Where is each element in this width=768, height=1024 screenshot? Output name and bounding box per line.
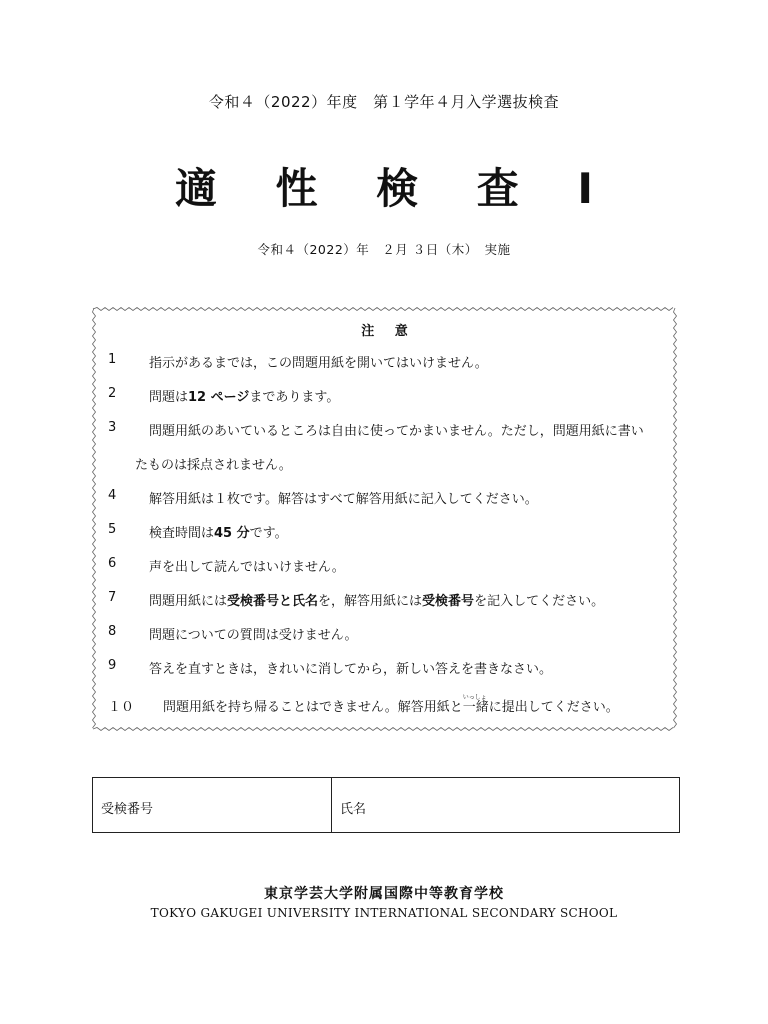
page-title: 適 性 検 査 Ⅰ xyxy=(174,164,616,213)
name-field[interactable] xyxy=(332,778,679,832)
furigana: いっしょ xyxy=(462,694,487,701)
answer-box xyxy=(92,777,680,833)
notice-box: 注 意 1 指示があるまでは，この問題用紙を開いてはいけません。 2 問題は12 ページまであります。 3 問題用紙のあいているところは自由に使ってかまいません。ただし，問題用紙に書い たものは採点されません。 4 解答用紙は１枚です。解答はすべて解答用紙に記入してください。 5 検査時間は45 分です。 6 声を出して読んではいけません。 7 問題用紙には受検番号と氏名を，解答用紙には受検番号を記入してください。 8 問題についての質問は受けません。 9 答えを直すときは，きれいに消してから，新しい答えを書きなさい。 １０ 問題用紙を持ち帰ることはできません。解答用紙と いっしょ 一緒に提出してください。 xyxy=(91,306,678,732)
exam-number-label: 受検番号 xyxy=(101,802,154,817)
notice-heading: 注 意 xyxy=(361,324,416,339)
exam-line: 令和４（2022）年度 第１学年４月入学選抜検査 xyxy=(208,93,560,111)
school-name-japanese: 東京学芸大学附属国際中等教育学校 xyxy=(264,886,504,902)
notice-item-3-continuation: たものは採点されません。 xyxy=(135,458,292,473)
date-line: 令和４（2022）年 ２月 ３日（木） 実施 xyxy=(257,242,511,257)
ruby-word: いっしょ 一緒 xyxy=(462,694,489,715)
school-name-english: TOKYO GAKUGEI UNIVERSITY INTERNATIONAL SECONDARY SCHOOL xyxy=(150,906,618,920)
name-label: 氏名 xyxy=(340,802,367,817)
exam-number-field[interactable] xyxy=(93,778,332,832)
